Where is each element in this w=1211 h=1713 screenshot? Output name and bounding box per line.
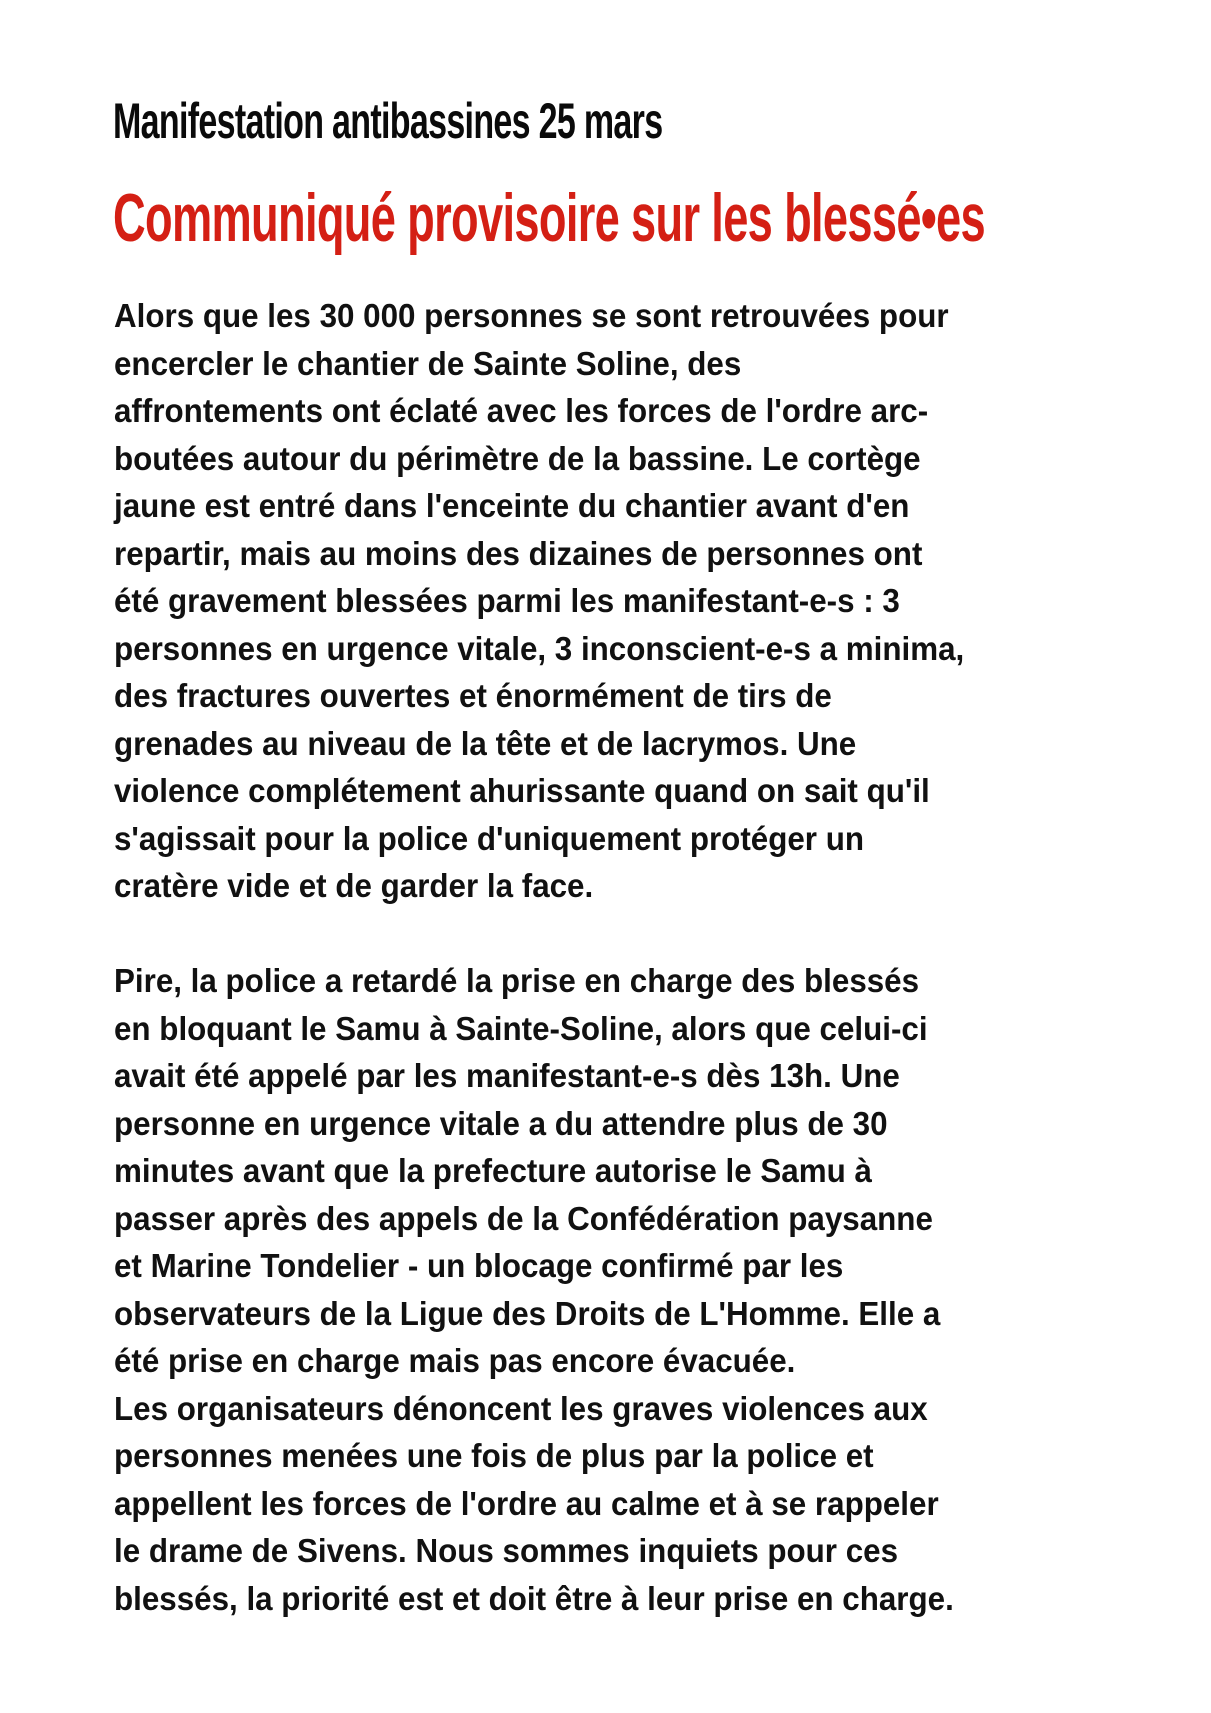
text-line: grenades au niveau de la tête et de lacrymos. Une bbox=[114, 724, 857, 762]
text-line: violence complétement ahurissante quand on sait qu'il bbox=[114, 772, 930, 809]
text-line: cratère vide et de garder la face. bbox=[114, 867, 594, 904]
text-line: Pire, la police a retardé la prise en charge des blessés bbox=[114, 962, 920, 999]
text-line: appellent les forces de l'ordre au calme et à se rappeler bbox=[114, 1484, 939, 1522]
document-title: Manifestation antibassines 25 mars bbox=[113, 93, 663, 149]
text-line: des fractures ouvertes et énormément de tirs de bbox=[114, 677, 832, 714]
text-line: avait été appelé par les manifestant-e-s dès 13h. Une bbox=[114, 1057, 900, 1094]
document-subtitle: Communiqué provisoire sur les blessé•es bbox=[113, 180, 986, 256]
text-line: en bloquant le Samu à Sainte-Soline, alors que celui-ci bbox=[114, 1009, 928, 1047]
text-line: passer après des appels de la Confédération paysanne bbox=[114, 1199, 933, 1237]
text-line: Alors que les 30 000 personnes se sont retrouvées pour bbox=[114, 297, 949, 334]
text-line: observateurs de la Ligue des Droits de L'Homme. Elle a bbox=[114, 1294, 941, 1332]
document-body bbox=[114, 292, 1114, 1622]
text-line: personne en urgence vitale a du attendre plus de 30 bbox=[114, 1104, 888, 1142]
text-line: été prise en charge mais pas encore évacuée. bbox=[114, 1342, 796, 1379]
text-line: repartir, mais au moins des dizaines de personnes ont bbox=[114, 534, 923, 572]
text-line: minutes avant que la prefecture autorise le Samu à bbox=[114, 1152, 872, 1189]
text-line: boutées autour du périmètre de la bassine. Le cortège bbox=[114, 439, 921, 477]
text-line: le drame de Sivens. Nous sommes inquiets pour ces bbox=[114, 1532, 899, 1569]
text-line: Les organisateurs dénoncent les graves violences aux bbox=[114, 1389, 928, 1427]
paragraph-1 bbox=[114, 292, 1114, 910]
text-line: jaune est entré dans l'enceinte du chantier avant d'en bbox=[114, 487, 910, 524]
text-line: et Marine Tondelier - un blocage confirmé par les bbox=[114, 1247, 844, 1284]
paragraph-gap bbox=[114, 910, 1114, 958]
text-line: encercler le chantier de Sainte Soline, des bbox=[114, 344, 742, 382]
paragraph-2 bbox=[114, 957, 1114, 1622]
text-line: personnes menées une fois de plus par la police et bbox=[114, 1437, 874, 1474]
text-line: s'agissait pour la police d'uniquement protéger un bbox=[114, 819, 865, 857]
text-line: personnes en urgence vitale, 3 inconscient-e-s a minima, bbox=[114, 629, 965, 667]
text-line: été gravement blessées parmi les manifestant-e-s : 3 bbox=[114, 582, 900, 619]
text-line: affrontements ont éclaté avec les forces de l'ordre arc- bbox=[114, 392, 929, 429]
text-line: blessés, la priorité est et doit être à leur prise en charge. bbox=[114, 1579, 954, 1617]
